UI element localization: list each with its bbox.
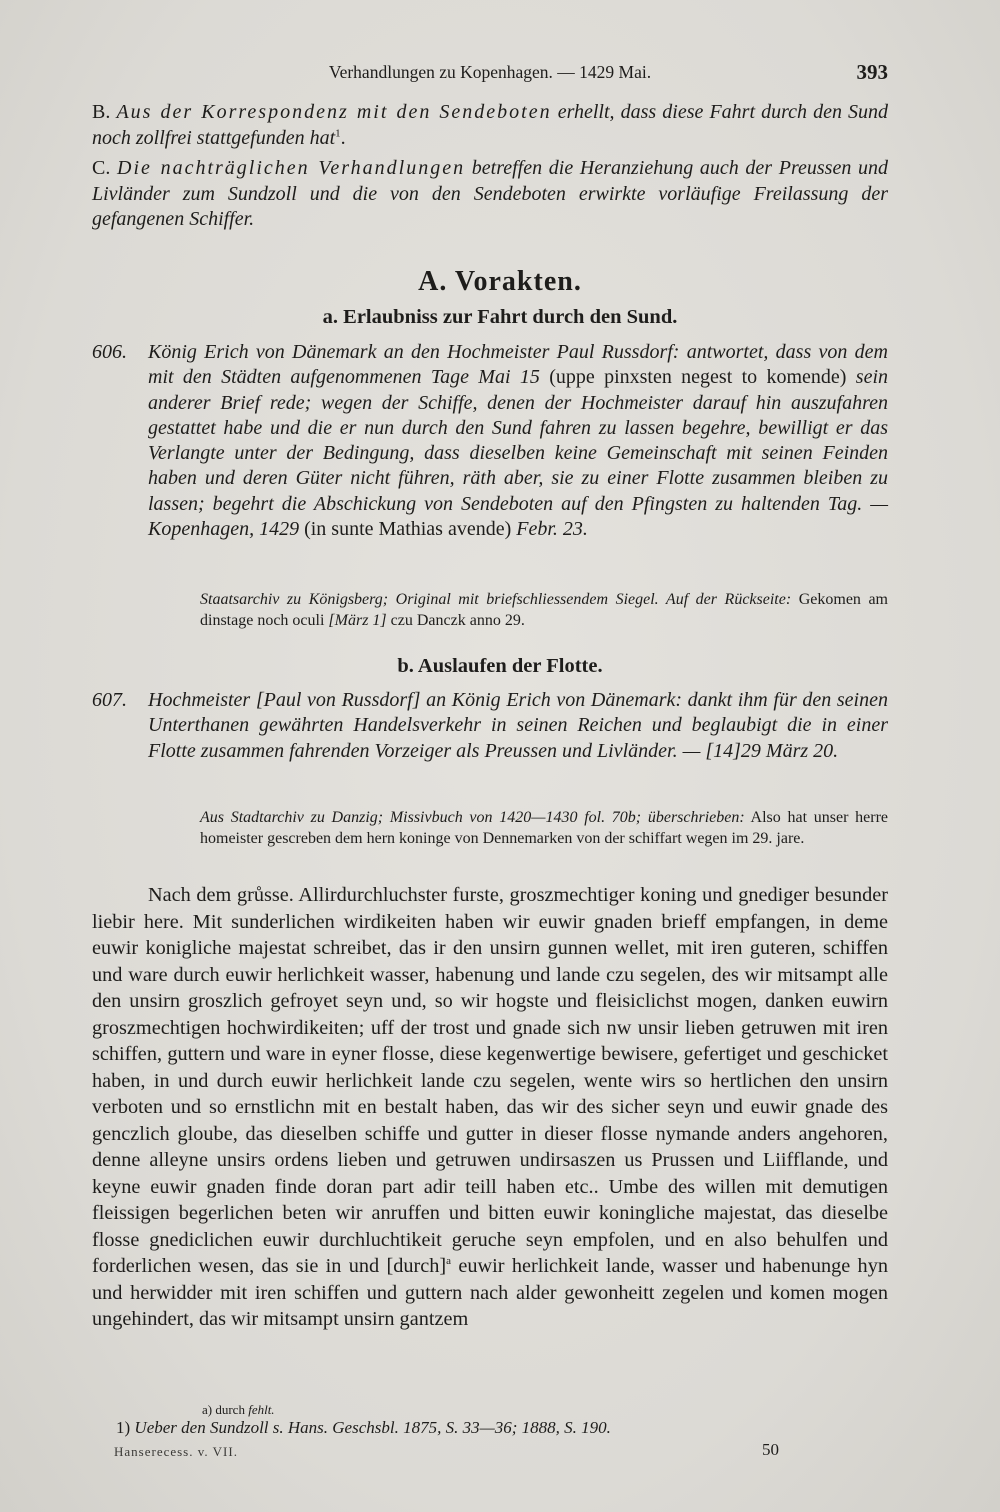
- page-number: 393: [856, 60, 888, 84]
- footnote-a-label: a) durch: [202, 1402, 245, 1417]
- entry-number-606: 606.: [92, 341, 127, 363]
- source-606-text-2: czu Danczk anno 29.: [390, 611, 525, 629]
- intro-b-end: .: [340, 126, 346, 149]
- entry-606: [92, 340, 888, 542]
- source-606-italic: Staatsarchiv zu Königsberg; Original mit briefschliessendem Siegel. Auf der Rückseite:: [200, 591, 792, 608]
- letter-text-2: euwir herlichkeit lande, wasser und habenunge hyn und herwidder mit iren schiffen und guttern nach alder gewonheitt zegelen und komen mogen ungehindert, das wir mitsampt unsirn gantzem: [92, 1255, 888, 1330]
- letter-text: [92, 882, 888, 1333]
- subsection-b-title: b. Auslaufen der Flotte.: [397, 655, 603, 677]
- footnote-a: [202, 1402, 275, 1418]
- entry-606-body: [148, 340, 888, 542]
- intro-c-spaced: Die nachträglichen Verhandlungen: [117, 157, 466, 179]
- section-title: A. Vorakten.: [418, 266, 582, 297]
- footnote-1: [116, 1418, 611, 1438]
- intro-b-label: B.: [92, 101, 111, 123]
- entry-number-607: 607.: [92, 689, 127, 711]
- source-607-italic: Aus Stadtarchiv zu Danzig; Missivbuch von 1420—1430 fol. 70b; überschrieben:: [200, 809, 745, 826]
- entry-606-quote-1: (uppe pinxsten negest to komende): [549, 366, 847, 389]
- running-title: Verhandlungen zu Kopenhagen. — 1429 Mai.: [328, 62, 652, 82]
- footnote-mark-a: a: [446, 1255, 452, 1268]
- entry-606-date: Febr. 23.: [516, 518, 588, 541]
- source-606-text: Gekomen am dinstage noch oculi: [200, 591, 889, 629]
- source-606-bracket: [März 1]: [328, 611, 387, 629]
- intro-b-rest: erhellt, dass diese Fahrt durch den Sund noch zollfrei stattgefunden hat: [92, 101, 889, 149]
- entry-607: [92, 688, 888, 764]
- source-607-text: Also hat unser herre homeister gescreben dem hern koninge von Dennemarken von der schiffart wegen im 29. jare.: [200, 809, 888, 847]
- entry-606-text-2: sein anderer Brief rede; wegen der Schiffe, denen der Hochmeister darauf hin auszufahren gestattet habe und die er nun durch den Sund fahren zu lassen begehre, bewilligt er das Verlangte unter der Bedingung, dass dieselben keine Gemeinschaft mit seinen Feinden haben und deren Güter nicht führen, räth aber, sie zu einer Flotte zusammen bleiben zu lassen; begehrt die Abschickung von Sendeboten auf den Pfingsten zu haltenden Tag. — Kopenhagen, 1429: [148, 366, 889, 541]
- footnote-mark-1: 1: [335, 126, 341, 139]
- intro-c-label: C.: [92, 157, 111, 179]
- intro-paragraph-c: [92, 156, 888, 233]
- footnote-1-label: 1): [116, 1418, 131, 1437]
- entry-607-body: Hochmeister [Paul von Russdorf] an König Erich von Dänemark: dankt ihm für den seinen Unterthanen gewährten Handelsverkehr in seinen Reichen und beglaubigt die in einer Flotte zusammen fahrenden Vorzeiger als Preussen und Livländer. — [14]29 März 20.: [148, 689, 888, 762]
- page-header: [92, 60, 888, 88]
- footnote-1-text: Ueber den Sundzoll s. Hans. Geschsbl. 1875, S. 33—36; 1888, S. 190.: [134, 1418, 611, 1437]
- signature-number: 50: [762, 1440, 779, 1459]
- source-note-607: [200, 808, 888, 849]
- intro-c-rest: betreffen die Heranziehung auch der Preussen und Livländer zum Sundzoll und die von den Sendeboten erwirkte vorläufige Freilassung der gefangenen Schiffer.: [92, 157, 889, 231]
- intro-b-spaced: Aus der Korrespondenz mit den Sendeboten: [116, 101, 552, 123]
- source-note-606: [200, 590, 888, 631]
- entry-606-text-1: König Erich von Dänemark an den Hochmeister Paul Russdorf: antwortet, dass von dem mit den Städten aufgenommenen Tage Mai 15: [148, 341, 888, 389]
- intro-paragraph-b: [92, 100, 888, 151]
- subsection-a-title: a. Erlaubniss zur Fahrt durch den Sund.: [322, 306, 678, 328]
- entry-606-quote-2: (in sunte Mathias avende): [304, 518, 512, 541]
- letter-paragraph: [92, 882, 888, 1333]
- letter-text-1: Nach dem grůsse. Allirdurchluchster furste, groszmechtiger koning und gnediger besunder liebir here. Mit sunderlichen wirdikeiten haben wir euwir gnaden brieff empfangen, in deme euwir konigliche majestat schreibet, das ir den unsirn gunnen wellet, mit iren guteren, schiffen und ware durch euwir herlichkeit wasser, habenung und lande czu segelen, des wir mitsampt alle den unsirn groszlich gefroyet seyn und, so wir hogste und fleisiclichst mogen, danken euwirn groszmechtigen hochwirdikeiten; uff der trost und gnade sich nw unsir lieben getruwen mit iren schiffen, guttern und ware in eyner flosse, diese kegenwertige bewisere, gefertiget und geschicket haben, in und durch euwir herlichkeit lande czu segelen, wente wirs so hertlichen den unsirn verboten und so ernstlichn mit en bestalt haben, das wir des sicher seyn und euwir gnade des genczlich gloube, das dieselben schiffe und gutter in dieser flosse nymande anders angehoren, denne alleyne unsirs ordens lieben und getruwen undirsaszen us Prussen und Liifflande, und keyne euwir gnaden finde doran part adir teill haben etc.. Umbe des willen mit demutigen fleissigen begerlichen beten wir anruffen und bitten euwir koningliche majestat, das dieselbe flosse gnediclichen euwir durchluchtikeit geruche seyn empfolen, und en also behulfen und forderlichen wesen, das sie in und [durch]: [92, 884, 888, 1277]
- footnote-a-italic: fehlt.: [248, 1402, 275, 1417]
- signature-mark: Hanserecess. v. VII.: [114, 1444, 238, 1459]
